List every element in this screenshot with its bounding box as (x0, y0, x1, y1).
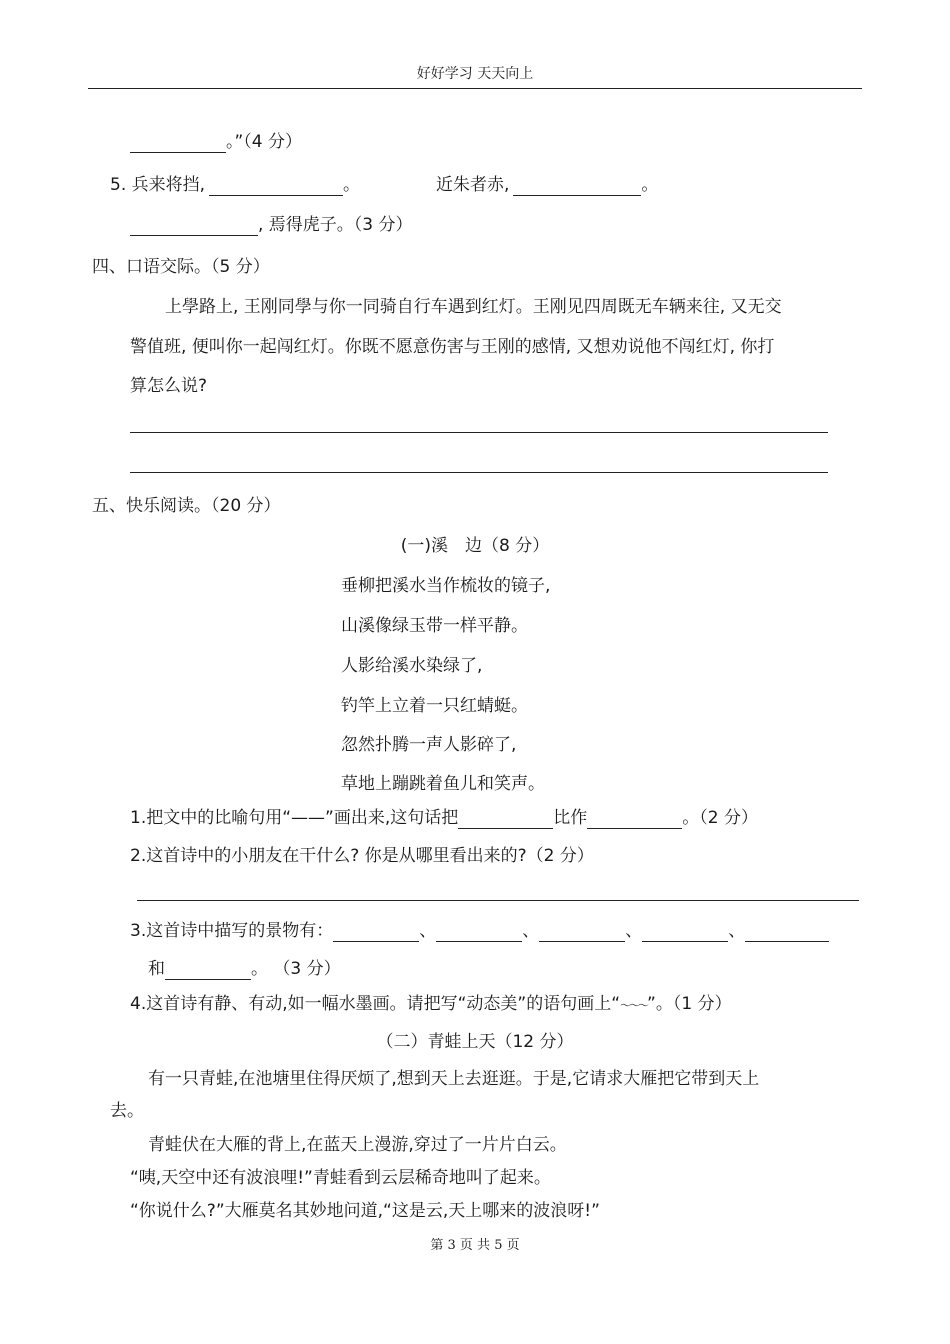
answer-line[interactable] (130, 472, 828, 473)
answer-blank[interactable] (745, 923, 829, 942)
answer-blank[interactable] (333, 923, 419, 942)
answer-blank[interactable] (513, 177, 641, 196)
wavy-line-icon: ～～～ (620, 999, 648, 1012)
answer-blank[interactable] (165, 961, 251, 980)
answer-blank[interactable] (458, 810, 553, 829)
story-paragraph-1-line1: 有一只青蛙,在池塘里住得厌烦了,想到天上去逛逛。于是,它请求大雁把它带到天上 (148, 1069, 760, 1089)
section3-line1: 。”（4 分） (130, 131, 302, 153)
answer-blank[interactable] (130, 217, 258, 236)
poem-line: 人影给溪水染绿了, (341, 656, 483, 676)
poem-line: 钓竿上立着一只红蜻蜓。 (341, 696, 528, 716)
answer-blank[interactable] (130, 134, 226, 153)
answer-blank[interactable] (209, 177, 343, 196)
story-paragraph-4: “你说什么?”大雁莫名其妙地问道,“这是云,天上哪来的波浪呀!” (130, 1201, 600, 1221)
poem-title: (一)溪 边（8 分） (400, 536, 550, 556)
question-5-second: 近朱者赤, 。 (436, 175, 659, 195)
poem-line: 垂柳把溪水当作梳妆的镜子, (341, 576, 551, 596)
section4-heading: 四、口语交际。（5 分） (92, 257, 270, 277)
header-rule (88, 88, 862, 89)
poem-line: 忽然扑腾一声人影碎了, (341, 735, 517, 755)
question-3: 3.这首诗中描写的景物有： 、 、 、 、 (130, 920, 829, 942)
story-paragraph-3: “咦,天空中还有波浪哩!”青蛙看到云层稀奇地叫了起来。 (130, 1168, 551, 1188)
question-3-line2: 和 。 （3 分） (148, 959, 341, 979)
answer-line[interactable] (130, 432, 828, 433)
story-paragraph-2: 青蛙伏在大雁的背上,在蓝天上漫游,穿过了一片片白云。 (148, 1135, 567, 1155)
question-5: 5. 兵来将挡, 。 (110, 175, 361, 195)
page-footer: 第 3 页 共 5 页 (430, 1238, 520, 1253)
story-title: （二）青蛙上天（12 分） (376, 1032, 574, 1052)
answer-blank[interactable] (587, 810, 682, 829)
story-paragraph-1-line2: 去。 (110, 1101, 144, 1121)
answer-blank[interactable] (539, 923, 625, 942)
section4-paragraph-line2: 警值班, 便叫你一起闯红灯。你既不愿意伤害与王刚的感情, 又想劝说他不闯红灯, 你打 (130, 337, 775, 357)
question-1: 1.把文中的比喻句用“——”画出来,这句话把 比作 。（2 分） (130, 808, 758, 828)
poem-line: 山溪像绿玉带一样平静。 (341, 616, 528, 636)
section5-heading: 五、快乐阅读。（20 分） (92, 496, 281, 516)
question-2: 2.这首诗中的小朋友在干什么? 你是从哪里看出来的?（2 分） (130, 846, 594, 866)
question-5-line2: , 焉得虎子。（3 分） (130, 214, 413, 236)
answer-blank[interactable] (642, 923, 728, 942)
answer-blank[interactable] (436, 923, 522, 942)
answer-line[interactable] (137, 900, 859, 901)
page-header: 好好学习 天天向上 (416, 66, 534, 82)
section4-paragraph-line3: 算怎么说? (130, 376, 208, 396)
question-4: 4.这首诗有静、有动,如一幅水墨画。请把写“动态美”的语句画上“～～～”。（1 分） (130, 994, 732, 1014)
section4-paragraph-line1: 上學路上, 王刚同學与你一同骑自行车遇到红灯。王刚见四周既无车辆来往, 又无交 (165, 297, 782, 317)
poem-line: 草地上蹦跳着鱼儿和笑声。 (341, 774, 545, 794)
